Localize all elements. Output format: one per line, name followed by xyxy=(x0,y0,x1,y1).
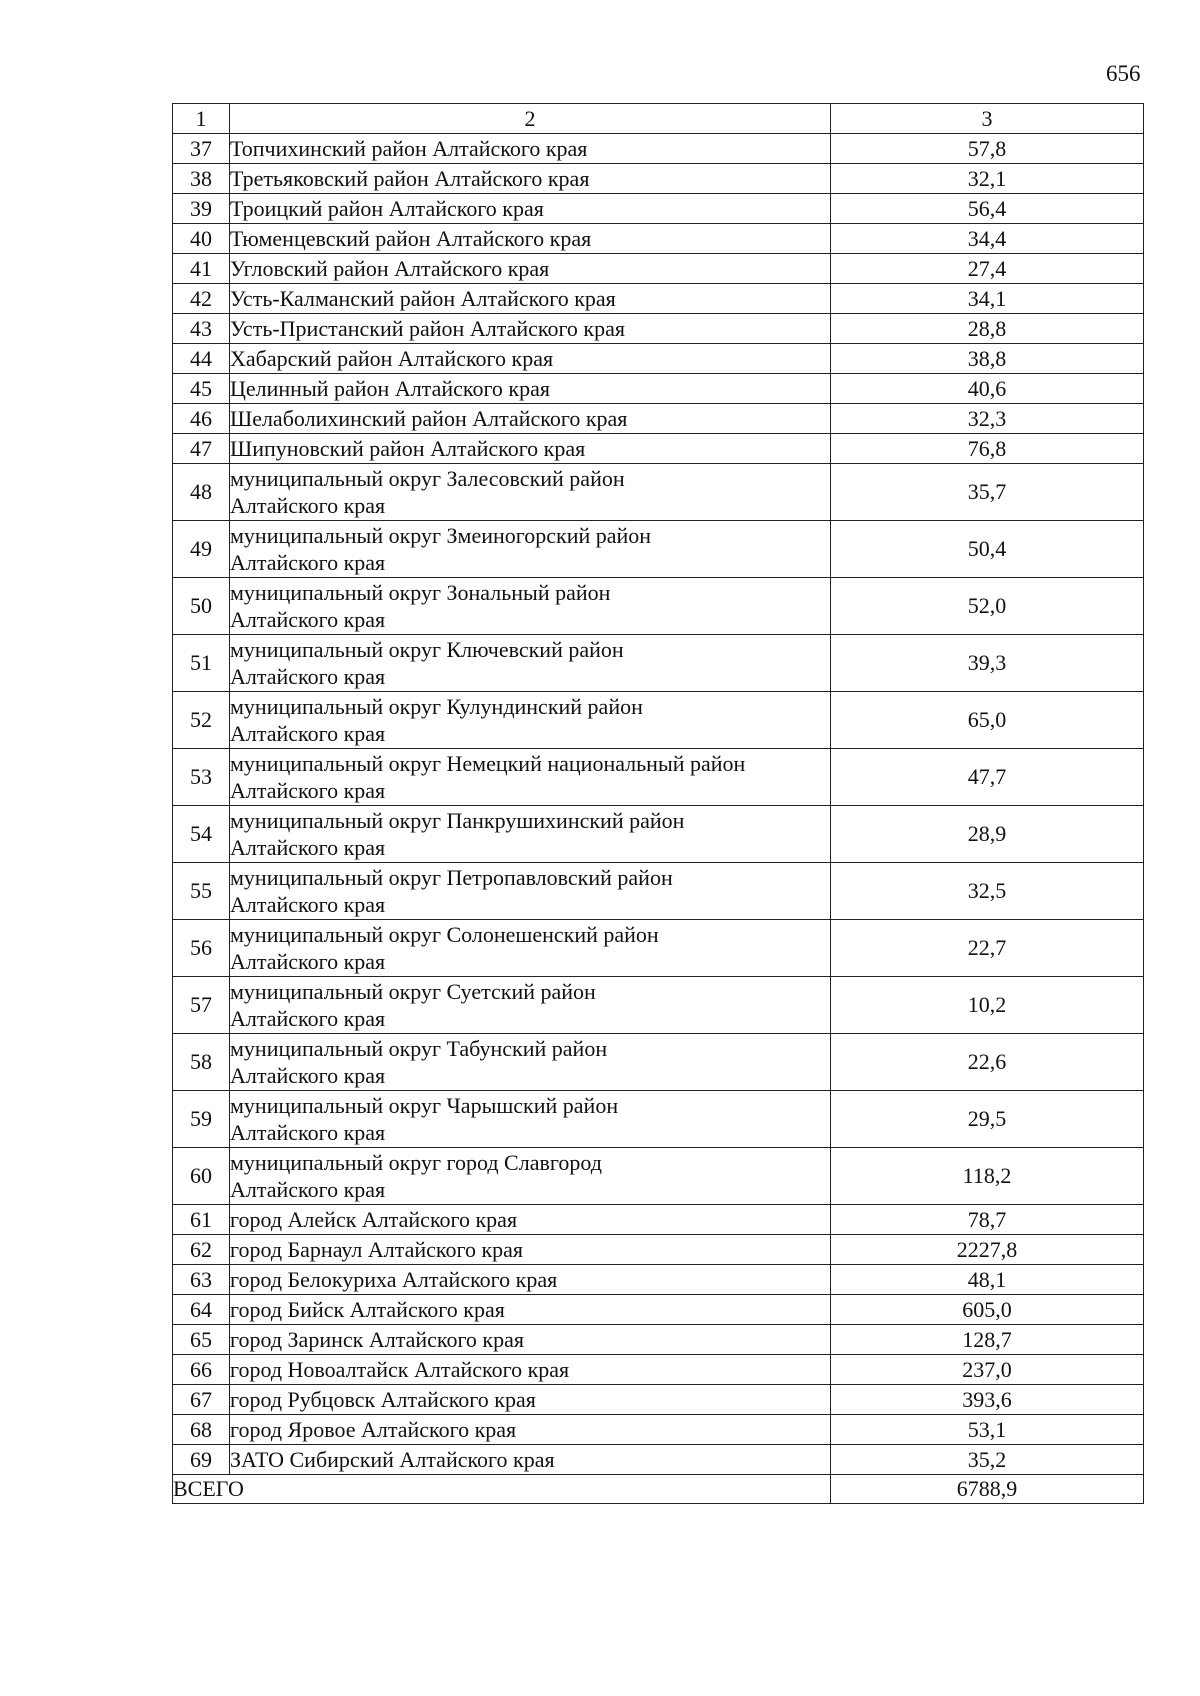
municipality-name-line-2: Алтайского края xyxy=(230,1063,386,1088)
municipality-name-line-2: Алтайского края xyxy=(230,835,386,860)
row-value: 393,6 xyxy=(831,1385,1144,1415)
municipality-name xyxy=(230,521,831,578)
row-number: 49 xyxy=(173,521,230,578)
row-value: 65,0 xyxy=(831,692,1144,749)
municipality-name xyxy=(230,806,831,863)
header-cell-2: 2 xyxy=(230,104,831,134)
municipality-name-line-1: муниципальный округ Панкрушихинский район xyxy=(230,808,685,833)
municipality-name-line-2: Алтайского края xyxy=(230,664,386,689)
row-value: 39,3 xyxy=(831,635,1144,692)
row-number: 52 xyxy=(173,692,230,749)
municipality-name xyxy=(230,749,831,806)
row-value: 28,8 xyxy=(831,314,1144,344)
row-number: 69 xyxy=(173,1445,230,1475)
row-value: 34,1 xyxy=(831,284,1144,314)
row-number: 39 xyxy=(173,194,230,224)
municipality-name xyxy=(230,863,831,920)
row-number: 57 xyxy=(173,977,230,1034)
row-number: 47 xyxy=(173,434,230,464)
table-row xyxy=(173,806,1144,863)
municipality-name-line-2: Алтайского края xyxy=(230,1120,386,1145)
municipality-name-line-1: муниципальный округ Табунский район xyxy=(230,1036,608,1061)
table-row xyxy=(173,194,1144,224)
row-value: 56,4 xyxy=(831,194,1144,224)
row-value: 29,5 xyxy=(831,1091,1144,1148)
row-value: 78,7 xyxy=(831,1205,1144,1235)
municipality-name xyxy=(230,1148,831,1205)
municipality-name: Угловский район Алтайского края xyxy=(230,254,831,284)
municipality-name-line-2: Алтайского края xyxy=(230,949,386,974)
municipality-name-line-2: Алтайского края xyxy=(230,1177,386,1202)
municipality-name-line-1: муниципальный округ Суетский район xyxy=(230,979,596,1004)
row-value: 53,1 xyxy=(831,1415,1144,1445)
row-value: 2227,8 xyxy=(831,1235,1144,1265)
row-number: 46 xyxy=(173,404,230,434)
row-value: 605,0 xyxy=(831,1295,1144,1325)
row-number: 41 xyxy=(173,254,230,284)
row-number: 59 xyxy=(173,1091,230,1148)
table-row xyxy=(173,1034,1144,1091)
row-number: 45 xyxy=(173,374,230,404)
row-number: 37 xyxy=(173,134,230,164)
municipality-name: Топчихинский район Алтайского края xyxy=(230,134,831,164)
row-number: 61 xyxy=(173,1205,230,1235)
row-number: 58 xyxy=(173,1034,230,1091)
table-row xyxy=(173,1235,1144,1265)
municipality-name: Шипуновский район Алтайского края xyxy=(230,434,831,464)
table-row xyxy=(173,578,1144,635)
allocation-table xyxy=(172,103,1144,1504)
total-value: 6788,9 xyxy=(831,1475,1144,1504)
row-number: 55 xyxy=(173,863,230,920)
municipality-name xyxy=(230,977,831,1034)
table-row xyxy=(173,434,1144,464)
table-row xyxy=(173,1355,1144,1385)
row-number: 44 xyxy=(173,344,230,374)
municipality-name: Шелаболихинский район Алтайского края xyxy=(230,404,831,434)
total-row xyxy=(173,1475,1144,1504)
municipality-name: Целинный район Алтайского края xyxy=(230,374,831,404)
municipality-name-line-1: муниципальный округ Ключевский район xyxy=(230,637,624,662)
row-value: 52,0 xyxy=(831,578,1144,635)
row-number: 40 xyxy=(173,224,230,254)
municipality-name-line-1: муниципальный округ Змеиногорский район xyxy=(230,523,652,548)
row-number: 65 xyxy=(173,1325,230,1355)
row-value: 50,4 xyxy=(831,521,1144,578)
municipality-name-line-2: Алтайского края xyxy=(230,892,386,917)
municipality-name-line-1: муниципальный округ Зональный район xyxy=(230,580,611,605)
table-row xyxy=(173,635,1144,692)
table-row xyxy=(173,1415,1144,1445)
municipality-name: Усть-Калманский район Алтайского края xyxy=(230,284,831,314)
municipality-name: Хабарский район Алтайского края xyxy=(230,344,831,374)
row-value: 22,7 xyxy=(831,920,1144,977)
municipality-name xyxy=(230,692,831,749)
municipality-name: Усть-Пристанский район Алтайского края xyxy=(230,314,831,344)
row-value: 38,8 xyxy=(831,344,1144,374)
municipality-name: Троицкий район Алтайского края xyxy=(230,194,831,224)
page-number: 656 xyxy=(1106,61,1141,86)
table-row xyxy=(173,863,1144,920)
municipality-name xyxy=(230,635,831,692)
table-row xyxy=(173,1091,1144,1148)
table-row xyxy=(173,464,1144,521)
municipality-name xyxy=(230,1091,831,1148)
row-number: 38 xyxy=(173,164,230,194)
municipality-name-line-1: муниципальный округ Солонешенский район xyxy=(230,922,659,947)
table-row xyxy=(173,1445,1144,1475)
table-body xyxy=(173,104,1144,1504)
row-value: 22,6 xyxy=(831,1034,1144,1091)
table-row xyxy=(173,164,1144,194)
row-number: 53 xyxy=(173,749,230,806)
municipality-name-line-2: Алтайского края xyxy=(230,493,386,518)
table-row xyxy=(173,224,1144,254)
municipality-name xyxy=(230,920,831,977)
table-row xyxy=(173,284,1144,314)
municipality-name: город Белокуриха Алтайского края xyxy=(230,1265,831,1295)
municipality-name-line-1: муниципальный округ город Славгород xyxy=(230,1150,602,1175)
table-row xyxy=(173,254,1144,284)
municipality-name-line-1: муниципальный округ Немецкий национальный район xyxy=(230,751,746,776)
header-row xyxy=(173,104,1144,134)
municipality-name xyxy=(230,578,831,635)
header-cell-3: 3 xyxy=(831,104,1144,134)
municipality-name-line-1: муниципальный округ Залесовский район xyxy=(230,466,625,491)
table-row xyxy=(173,1265,1144,1295)
row-value: 48,1 xyxy=(831,1265,1144,1295)
table-row xyxy=(173,374,1144,404)
row-value: 57,8 xyxy=(831,134,1144,164)
municipality-name: город Новоалтайск Алтайского края xyxy=(230,1355,831,1385)
row-number: 60 xyxy=(173,1148,230,1205)
row-value: 28,9 xyxy=(831,806,1144,863)
table-row xyxy=(173,1148,1144,1205)
table-row xyxy=(173,404,1144,434)
row-value: 237,0 xyxy=(831,1355,1144,1385)
row-number: 50 xyxy=(173,578,230,635)
municipality-name-line-1: муниципальный округ Чарышский район xyxy=(230,1093,619,1118)
row-number: 43 xyxy=(173,314,230,344)
table-row xyxy=(173,344,1144,374)
municipality-name-line-2: Алтайского края xyxy=(230,1006,386,1031)
row-number: 56 xyxy=(173,920,230,977)
municipality-name: Тюменцевский район Алтайского края xyxy=(230,224,831,254)
municipality-name: Третьяковский район Алтайского края xyxy=(230,164,831,194)
municipality-name-line-2: Алтайского края xyxy=(230,721,386,746)
municipality-name: город Бийск Алтайского края xyxy=(230,1295,831,1325)
row-value: 34,4 xyxy=(831,224,1144,254)
row-value: 35,2 xyxy=(831,1445,1144,1475)
row-value: 35,7 xyxy=(831,464,1144,521)
municipality-name: город Заринск Алтайского края xyxy=(230,1325,831,1355)
municipality-name: ЗАТО Сибирский Алтайского края xyxy=(230,1445,831,1475)
row-number: 54 xyxy=(173,806,230,863)
table-row xyxy=(173,1205,1144,1235)
municipality-name-line-1: муниципальный округ Кулундинский район xyxy=(230,694,643,719)
row-number: 63 xyxy=(173,1265,230,1295)
header-cell-1: 1 xyxy=(173,104,230,134)
table-row xyxy=(173,521,1144,578)
table-row xyxy=(173,749,1144,806)
row-value: 32,5 xyxy=(831,863,1144,920)
table-row xyxy=(173,920,1144,977)
table-row xyxy=(173,1385,1144,1415)
row-value: 128,7 xyxy=(831,1325,1144,1355)
row-value: 76,8 xyxy=(831,434,1144,464)
row-number: 64 xyxy=(173,1295,230,1325)
table-row xyxy=(173,314,1144,344)
row-number: 48 xyxy=(173,464,230,521)
municipality-name: город Рубцовск Алтайского края xyxy=(230,1385,831,1415)
row-number: 51 xyxy=(173,635,230,692)
table-row xyxy=(173,692,1144,749)
table-row xyxy=(173,1295,1144,1325)
row-number: 42 xyxy=(173,284,230,314)
municipality-name: город Барнаул Алтайского края xyxy=(230,1235,831,1265)
row-number: 68 xyxy=(173,1415,230,1445)
table-row xyxy=(173,977,1144,1034)
municipality-name-line-1: муниципальный округ Петропавловский район xyxy=(230,865,673,890)
municipality-name: город Яровое Алтайского края xyxy=(230,1415,831,1445)
municipality-name-line-2: Алтайского края xyxy=(230,607,386,632)
row-value: 32,3 xyxy=(831,404,1144,434)
municipality-name-line-2: Алтайского края xyxy=(230,550,386,575)
row-value: 47,7 xyxy=(831,749,1144,806)
row-value: 118,2 xyxy=(831,1148,1144,1205)
row-value: 32,1 xyxy=(831,164,1144,194)
row-value: 40,6 xyxy=(831,374,1144,404)
row-value: 27,4 xyxy=(831,254,1144,284)
municipality-name: город Алейск Алтайского края xyxy=(230,1205,831,1235)
row-number: 62 xyxy=(173,1235,230,1265)
municipality-name-line-2: Алтайского края xyxy=(230,778,386,803)
total-label: ВСЕГО xyxy=(173,1475,831,1504)
row-value: 10,2 xyxy=(831,977,1144,1034)
table-row xyxy=(173,1325,1144,1355)
table-row xyxy=(173,134,1144,164)
municipality-name xyxy=(230,464,831,521)
row-number: 66 xyxy=(173,1355,230,1385)
row-number: 67 xyxy=(173,1385,230,1415)
municipality-name xyxy=(230,1034,831,1091)
